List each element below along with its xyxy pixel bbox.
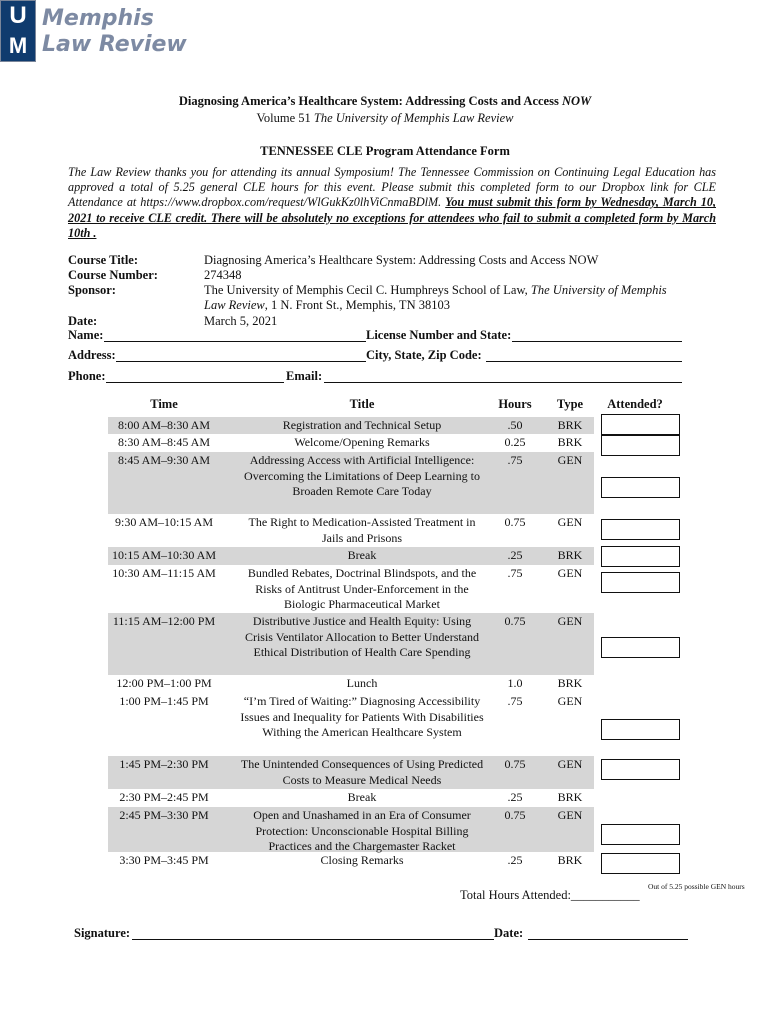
memphis-law-review-logo <box>0 0 187 62</box>
intro-paragraph <box>68 165 716 241</box>
date-value: March 5, 2021 <box>204 314 278 328</box>
row-type: BRK <box>557 853 583 867</box>
row-hours: .25 <box>507 790 523 804</box>
sponsor-line1-a: The University of Memphis Cecil C. Humphreys School of Law, <box>204 283 531 297</box>
row-time: 8:45 AM–9:30 AM <box>117 453 210 467</box>
logo-mark-bottom: M <box>8 33 28 58</box>
date-label: Date: <box>68 314 98 328</box>
row-time: 12:00 PM–1:00 PM <box>116 676 212 690</box>
row-title: Break <box>347 790 377 804</box>
address-label: Address: <box>68 348 116 362</box>
attended-checkbox[interactable] <box>601 435 680 456</box>
course-title-value: Diagnosing America’s Healthcare System: Addressing Costs and Access NOW <box>204 253 599 267</box>
attended-checkbox[interactable] <box>601 477 680 498</box>
course-number-value: 274348 <box>204 268 242 282</box>
row-hours: .25 <box>507 548 523 562</box>
course-title-label: Course Title: <box>68 253 139 267</box>
signature-date-label: Date: <box>494 926 524 940</box>
city-input[interactable] <box>486 361 682 362</box>
license-input[interactable] <box>512 341 682 342</box>
row-title: “I’m Tired of Waiting:” Diagnosing Accessibility Issues and Inequality for Patients With Disabilities Withing the American Healthcare System <box>240 694 484 739</box>
symposium-title <box>0 94 770 109</box>
attended-checkbox[interactable] <box>601 546 680 567</box>
sponsor-line1 <box>204 283 667 298</box>
email-label: Email: <box>286 369 323 383</box>
row-title: The Right to Medication-Assisted Treatment in Jails and Prisons <box>248 515 476 545</box>
row-type: BRK <box>557 790 583 804</box>
row-title: Lunch <box>346 676 378 690</box>
row-time: 2:45 PM–3:30 PM <box>119 808 209 822</box>
row-title: Closing Remarks <box>320 853 404 867</box>
symposium-title-now: NOW <box>561 94 592 108</box>
row-type: BRK <box>557 435 583 449</box>
signature-date-input[interactable] <box>528 939 688 940</box>
row-type: BRK <box>557 676 583 690</box>
row-type: GEN <box>557 566 583 580</box>
row-hours: 0.25 <box>504 435 526 449</box>
course-number-label: Course Number: <box>68 268 158 282</box>
col-header-hours: Hours <box>498 397 532 411</box>
sponsor-line2-a: Law Review <box>204 298 265 312</box>
volume-journal: The University of Memphis Law Review <box>313 111 514 125</box>
name-label: Name: <box>68 328 104 342</box>
row-type: GEN <box>557 808 583 822</box>
row-title: Bundled Rebates, Doctrinal Blindspots, and the Risks of Antitrust Under-Enforcement in the Biologic Pharmaceutical Market <box>247 566 477 611</box>
email-input[interactable] <box>324 382 682 383</box>
row-time: 1:00 PM–1:45 PM <box>119 694 209 708</box>
row-type: BRK <box>557 418 583 432</box>
sponsor-line2-b: , 1 N. Front St., Memphis, TN 38103 <box>264 298 450 312</box>
volume-line <box>0 111 770 126</box>
row-hours: .75 <box>507 566 523 580</box>
address-input[interactable] <box>116 361 366 362</box>
form-title: TENNESSEE CLE Program Attendance Form <box>260 144 510 158</box>
row-type: GEN <box>557 757 583 771</box>
volume-prefix: Volume 51 <box>256 111 314 125</box>
phone-label: Phone: <box>68 369 106 383</box>
row-title: Open and Unashamed in an Era of Consumer Protection: Unconscionable Hospital Billing Practices and the Chargemaster Racket <box>253 808 471 853</box>
row-hours: .75 <box>507 453 523 467</box>
row-type: BRK <box>557 548 583 562</box>
logo-mark-top: U <box>9 2 27 29</box>
row-hours: 0.75 <box>504 808 526 822</box>
attended-checkbox[interactable] <box>601 759 680 780</box>
row-title: Distributive Justice and Health Equity: Using Crisis Ventilator Allocation to Better Understand Ethical Distribution of Health Care Spending <box>244 614 480 659</box>
attended-checkbox[interactable] <box>601 719 680 740</box>
attended-checkbox[interactable] <box>601 519 680 540</box>
intro-requirement: You must submit this form by Wednesday, March 10, 2021 to receive CLE credit. There will be absolutely no exceptions for attendees who fail to submit a completed form by March 10th . <box>68 195 716 240</box>
row-time: 3:30 PM–3:45 PM <box>119 853 209 867</box>
row-time: 10:15 AM–10:30 AM <box>111 548 216 562</box>
row-hours: .50 <box>507 418 523 432</box>
row-title: Break <box>347 548 377 562</box>
col-header-time: Time <box>150 397 178 411</box>
logo-mark <box>0 0 36 62</box>
row-type: GEN <box>557 453 583 467</box>
signature-input[interactable] <box>132 939 494 940</box>
row-time: 11:15 AM–12:00 PM <box>112 614 216 628</box>
col-header-type: Type <box>556 397 584 411</box>
sponsor-label: Sponsor: <box>68 283 116 297</box>
col-header-attended: Attended? <box>607 397 663 411</box>
row-time: 8:30 AM–8:45 AM <box>117 435 210 449</box>
signature-label: Signature: <box>74 926 131 940</box>
row-hours: .75 <box>507 694 523 708</box>
attended-checkbox[interactable] <box>601 824 680 845</box>
row-type: GEN <box>557 694 583 708</box>
intro-text: The Law Review thanks you for attending its annual Symposium! The Tennessee Commission on Continuing Legal Education has approved a total of 5.25 general CLE hours for this event. Please submit this completed form to our Dropbox link for CLE Attendance at https://www.dropbox.com/request/WlGukKz0lhViCnmaBDlM. <box>68 165 716 210</box>
row-time: 10:30 AM–11:15 AM <box>112 566 216 580</box>
row-time: 8:00 AM–8:30 AM <box>117 418 210 432</box>
sponsor-line1-b: The University of Memphis <box>530 283 667 297</box>
attended-checkbox[interactable] <box>601 637 680 658</box>
row-hours: 0.75 <box>504 757 526 771</box>
row-hours: 1.0 <box>507 676 523 690</box>
attended-checkbox[interactable] <box>601 853 680 874</box>
row-title: The Unintended Consequences of Using Predicted Costs to Measure Medical Needs <box>240 757 484 787</box>
attended-checkbox[interactable] <box>601 572 680 593</box>
symposium-title-main: Diagnosing America’s Healthcare System: Addressing Costs and Access <box>178 94 562 108</box>
row-hours: 0.75 <box>504 614 526 628</box>
phone-input[interactable] <box>106 382 284 383</box>
col-header-title: Title <box>349 397 375 411</box>
row-time: 2:30 PM–2:45 PM <box>119 790 209 804</box>
row-hours: .25 <box>507 853 523 867</box>
row-title: Welcome/Opening Remarks <box>294 435 430 449</box>
row-type: GEN <box>557 614 583 628</box>
row-hours: 0.75 <box>504 515 526 529</box>
row-time: 9:30 AM–10:15 AM <box>114 515 213 529</box>
sponsor-line2 <box>204 298 450 313</box>
row-type: GEN <box>557 515 583 529</box>
logo-line2: Law Review <box>42 32 187 57</box>
total-hours-label: Total Hours Attended:___________ <box>460 888 640 902</box>
total-hours-note: Out of 5.25 possible GEN hours <box>648 882 745 891</box>
name-input[interactable] <box>104 341 366 342</box>
logo-line1: Memphis <box>42 6 154 31</box>
license-label: License Number and State: <box>366 328 512 342</box>
city-label: City, State, Zip Code: <box>366 348 482 362</box>
row-title: Addressing Access with Artificial Intelligence: Overcoming the Limitations of Deep Learning to Broaden Remote Care Today <box>244 453 480 498</box>
row-time: 1:45 PM–2:30 PM <box>119 757 209 771</box>
attended-checkbox[interactable] <box>601 414 680 435</box>
row-title: Registration and Technical Setup <box>282 418 442 432</box>
